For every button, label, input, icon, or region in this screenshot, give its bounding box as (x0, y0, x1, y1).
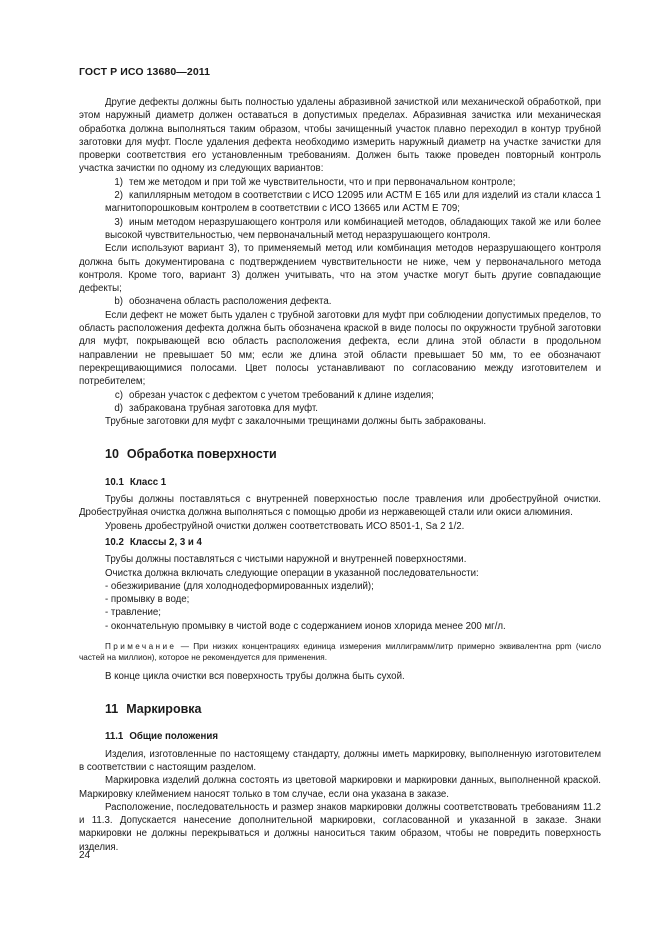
list-item-variant-3: 3) иным методом неразрушающего контроля или комбинацией методов, обладающих такой же или более высокой чувствительностью, чем первоначальный метод неразрушающего контроля. (105, 216, 601, 241)
list-item-variant-2: 2) капиллярным методом в соответствии с ИСО 12095 или АСТМ Е 165 или для изделий из стали класса 1 магнитопорошковым контролем в соответствии с ИСО 13665 или АСТМ Е 709; (105, 190, 601, 215)
page-number: 24 (79, 850, 91, 861)
list-item-operation: - окончательную промывку в чистой воде с содержанием ионов хлорида менее 200 мг/л. (105, 620, 506, 632)
note-text: — При низких концентрациях единица измерения миллиграмм/литр примерно эквивалентна ppm (число частей на миллион), которое не рекомендуется для применения. (79, 641, 601, 663)
paragraph-defect-marking: Если дефект не может быть удален с трубной заготовки для муфт при соблюдении допустимых пределов, то область расположения дефекта должна быть обозначена краской в виде полосы по окружности трубной заготовки для муфт, покрывающей всю область расположения дефекта, если длина этой области в продольном направлении не превышает 50 мм; если же длина этой области превышает 50 мм, то ее обозначают перекрещивающимися полосами. Цвет полосы устанавливают по согласованию между изготовителем и потребителем; (79, 309, 601, 388)
subsection-heading-10-2: 10.2 Классы 2, 3 и 4 (105, 536, 202, 548)
subsection-heading-11-1: 11.1 Общие положения (105, 731, 218, 743)
section-heading-11: 11 Маркировка (105, 702, 202, 717)
note-label: Примечание (105, 641, 177, 651)
note (79, 641, 601, 664)
paragraph-quench-cracks: Трубные заготовки для муфт с закалочными трещинами должны быть забракованы. (105, 416, 487, 428)
paragraph-10-2-b: Очистка должна включать следующие операции в указанной последовательности: (105, 567, 479, 579)
page-header: ГОСТ Р ИСО 13680—2011 (79, 66, 211, 78)
list-item-b: b) обозначена область расположения дефекта. (114, 296, 332, 308)
paragraph-11-1-a: Изделия, изготовленные по настоящему стандарту, должны иметь маркировку, выполненную изготовителем в соответствии с настоящим разделом. (79, 748, 601, 773)
list-item-c: c) обрезан участок с дефектом с учетом требований к длине изделия; (114, 389, 434, 401)
paragraph-11-1-b: Маркировка изделий должна состоять из цветовой маркировки и маркировки данных, выполненной краской. Маркировку клеймением наносят только в том случае, если она указана в заказе. (79, 775, 601, 800)
list-item-d: d) забракована трубная заготовка для муфт. (114, 402, 318, 414)
paragraph-10-2-final: В конце цикла очистки вся поверхность трубы должна быть сухой. (105, 670, 405, 682)
paragraph-variant-3: Если используют вариант 3), то применяемый метод или комбинация методов неразрушающего контроля должна быть документирована с подтверждением чувствительности не ниже, чем у первоначального метода контроля. Кроме того, вариант 3) должен учитывать, что на этом участке могут быть другие совпадающие дефекты; (79, 243, 601, 295)
paragraph-10-1-b: Уровень дробеструйной очистки должен соответствовать ИСО 8501-1, Sa 2 1/2. (105, 520, 465, 532)
section-heading-10: 10 Обработка поверхности (105, 447, 277, 462)
list-item-operation: - промывку в воде; (105, 594, 190, 606)
paragraph-10-1-a: Трубы должны поставляться с внутренней поверхностью после травления или дробеструйной очистки. Дробеструйная очистка должна выполняться с помощью дроби из нержавеющей стали или окиси алюминия. (79, 494, 601, 519)
list-item-operation: - травление; (105, 607, 161, 619)
paragraph-11-1-c: Расположение, последовательность и размер знаков маркировки должны соответствовать требованиям 11.2 и 11.3. Допускается нанесение дополнительной маркировки, согласованной и указанной в заказе. Знаки маркировки не должны перекрываться и должны наноситься таким образом, чтобы не повредить поверхность изделия. (79, 801, 601, 853)
list-item-variant-1: 1) тем же методом и при той же чувствительности, что и при первоначальном контроле; (114, 176, 516, 188)
paragraph-10-2-a: Трубы должны поставляться с чистыми наружной и внутренней поверхностями. (105, 554, 467, 566)
page-body (79, 96, 601, 854)
list-item-operation: - обезжиривание (для холоднодеформированных изделий); (105, 580, 374, 592)
paragraph-defect-removal: Другие дефекты должны быть полностью удалены абразивной зачисткой или механической обработкой, при этом наружный диаметр должен оставаться в допустимых пределах. Абразивная зачистка или механическая обработка должна выполняться таким образом, чтобы зачищенный участок плавно переходил в контур трубной заготовки для муфт. После удаления дефекта необходимо измерить наружный диаметр на участке зачистки для проверки соответствия его установленным требованиям. Должен быть также проведен повторный контроль участка зачистки по одному из следующих вариантов: (79, 97, 601, 175)
subsection-heading-10-1: 10.1 Класс 1 (105, 476, 167, 488)
